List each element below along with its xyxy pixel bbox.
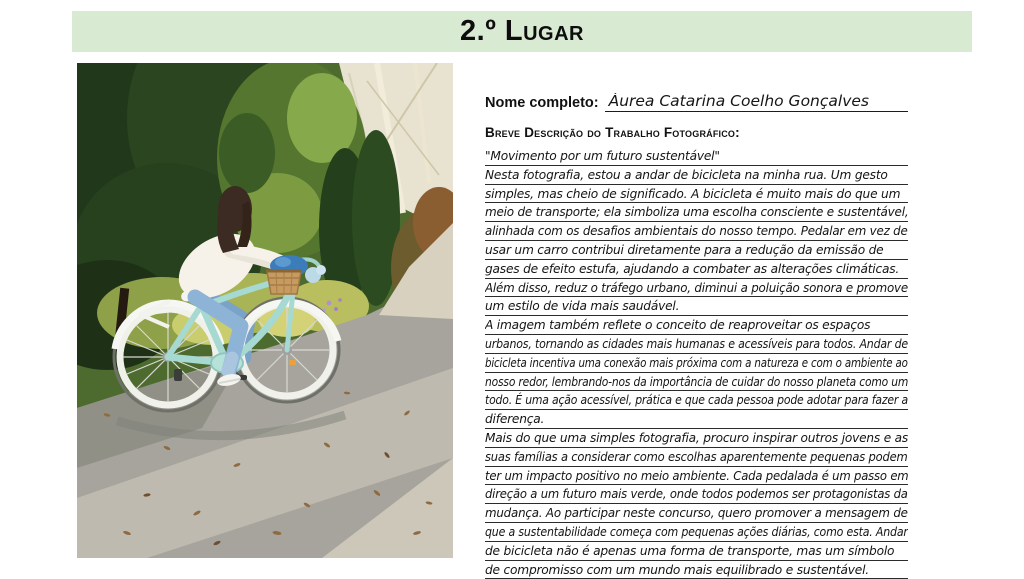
entry-form: [485, 88, 908, 579]
description-line: simples, mas cheio de significado. A bicicleta é muito mais do que um: [485, 185, 908, 204]
description-line: de bicicleta não é apenas uma forma de transporte, mas um símbolo: [485, 542, 908, 561]
description-lines: [485, 147, 908, 579]
description-line: que a sustentabilidade começa com pequenas ações diárias, como esta. Andar: [485, 523, 908, 542]
description-line: A imagem também reflete o conceito de reaproveitar os espaços: [485, 316, 908, 335]
description-line: diferença.: [485, 410, 908, 429]
photo-illustration: [77, 63, 453, 558]
name-row: [485, 88, 908, 112]
description-line: Além disso, reduz o tráfego urbano, diminui a poluição sonora e promove: [485, 279, 908, 298]
description-line: bicicleta incentiva uma conexão mais próxima com a natureza e com o ambiente ao: [485, 354, 908, 373]
description-line: Nesta fotografia, estou a andar de bicicleta na minha rua. Um gesto: [485, 166, 908, 185]
description-line: mudança. Ao participar neste concurso, quero promover a mensagem de: [485, 504, 908, 523]
description-line: meio de transporte; ela simboliza uma escolha consciente e sustentável,: [485, 203, 908, 222]
description-line: um estilo de vida mais saudável.: [485, 297, 908, 316]
description-line: de compromisso com um mundo mais equilibrado e sustentável.: [485, 561, 908, 579]
description-line: "Movimento por um futuro sustentável": [485, 147, 908, 166]
description-line: alinhada com os desafios ambientais do nosso tempo. Pedalar em vez de: [485, 222, 908, 241]
description-line: Mais do que uma simples fotografia, procuro inspirar outros jovens e as: [485, 429, 908, 448]
name-label: Nome completo:: [485, 94, 599, 111]
description-line: suas famílias a considerar como escolhas aparentemente pequenas podem: [485, 448, 908, 467]
description-line: direção a um futuro mais verde, onde todos podemos ser protagonistas da: [485, 485, 908, 504]
description-line: todo. É uma ação acessível, prática e que cada pessoa pode adotar para fazer a: [485, 391, 908, 410]
description-line: gases de efeito estufa, ajudando a combater as alterações climáticas.: [485, 260, 908, 279]
description-line: urbanos, tornando as cidades mais humanas e acessíveis para todos. Andar de: [485, 335, 908, 354]
description-line: usar um carro contribui diretamente para a redução da emissão de: [485, 241, 908, 260]
header-banner: [72, 11, 972, 52]
description-label: Breve Descrição do Trabalho Fotográfico:: [485, 125, 740, 140]
rider-hair: [217, 186, 252, 253]
name-value: Áurea Catarina Coelho Gonçalves: [605, 93, 908, 112]
description-line: ter um impacto positivo no meio ambiente. Cada pedalada é um passo em: [485, 467, 908, 486]
page-title: 2.º Lugar: [460, 15, 584, 47]
photo-bicycle: [77, 63, 453, 558]
description-line: nosso redor, lembrando-nos da importância de cuidar do nosso planeta como um: [485, 373, 908, 392]
